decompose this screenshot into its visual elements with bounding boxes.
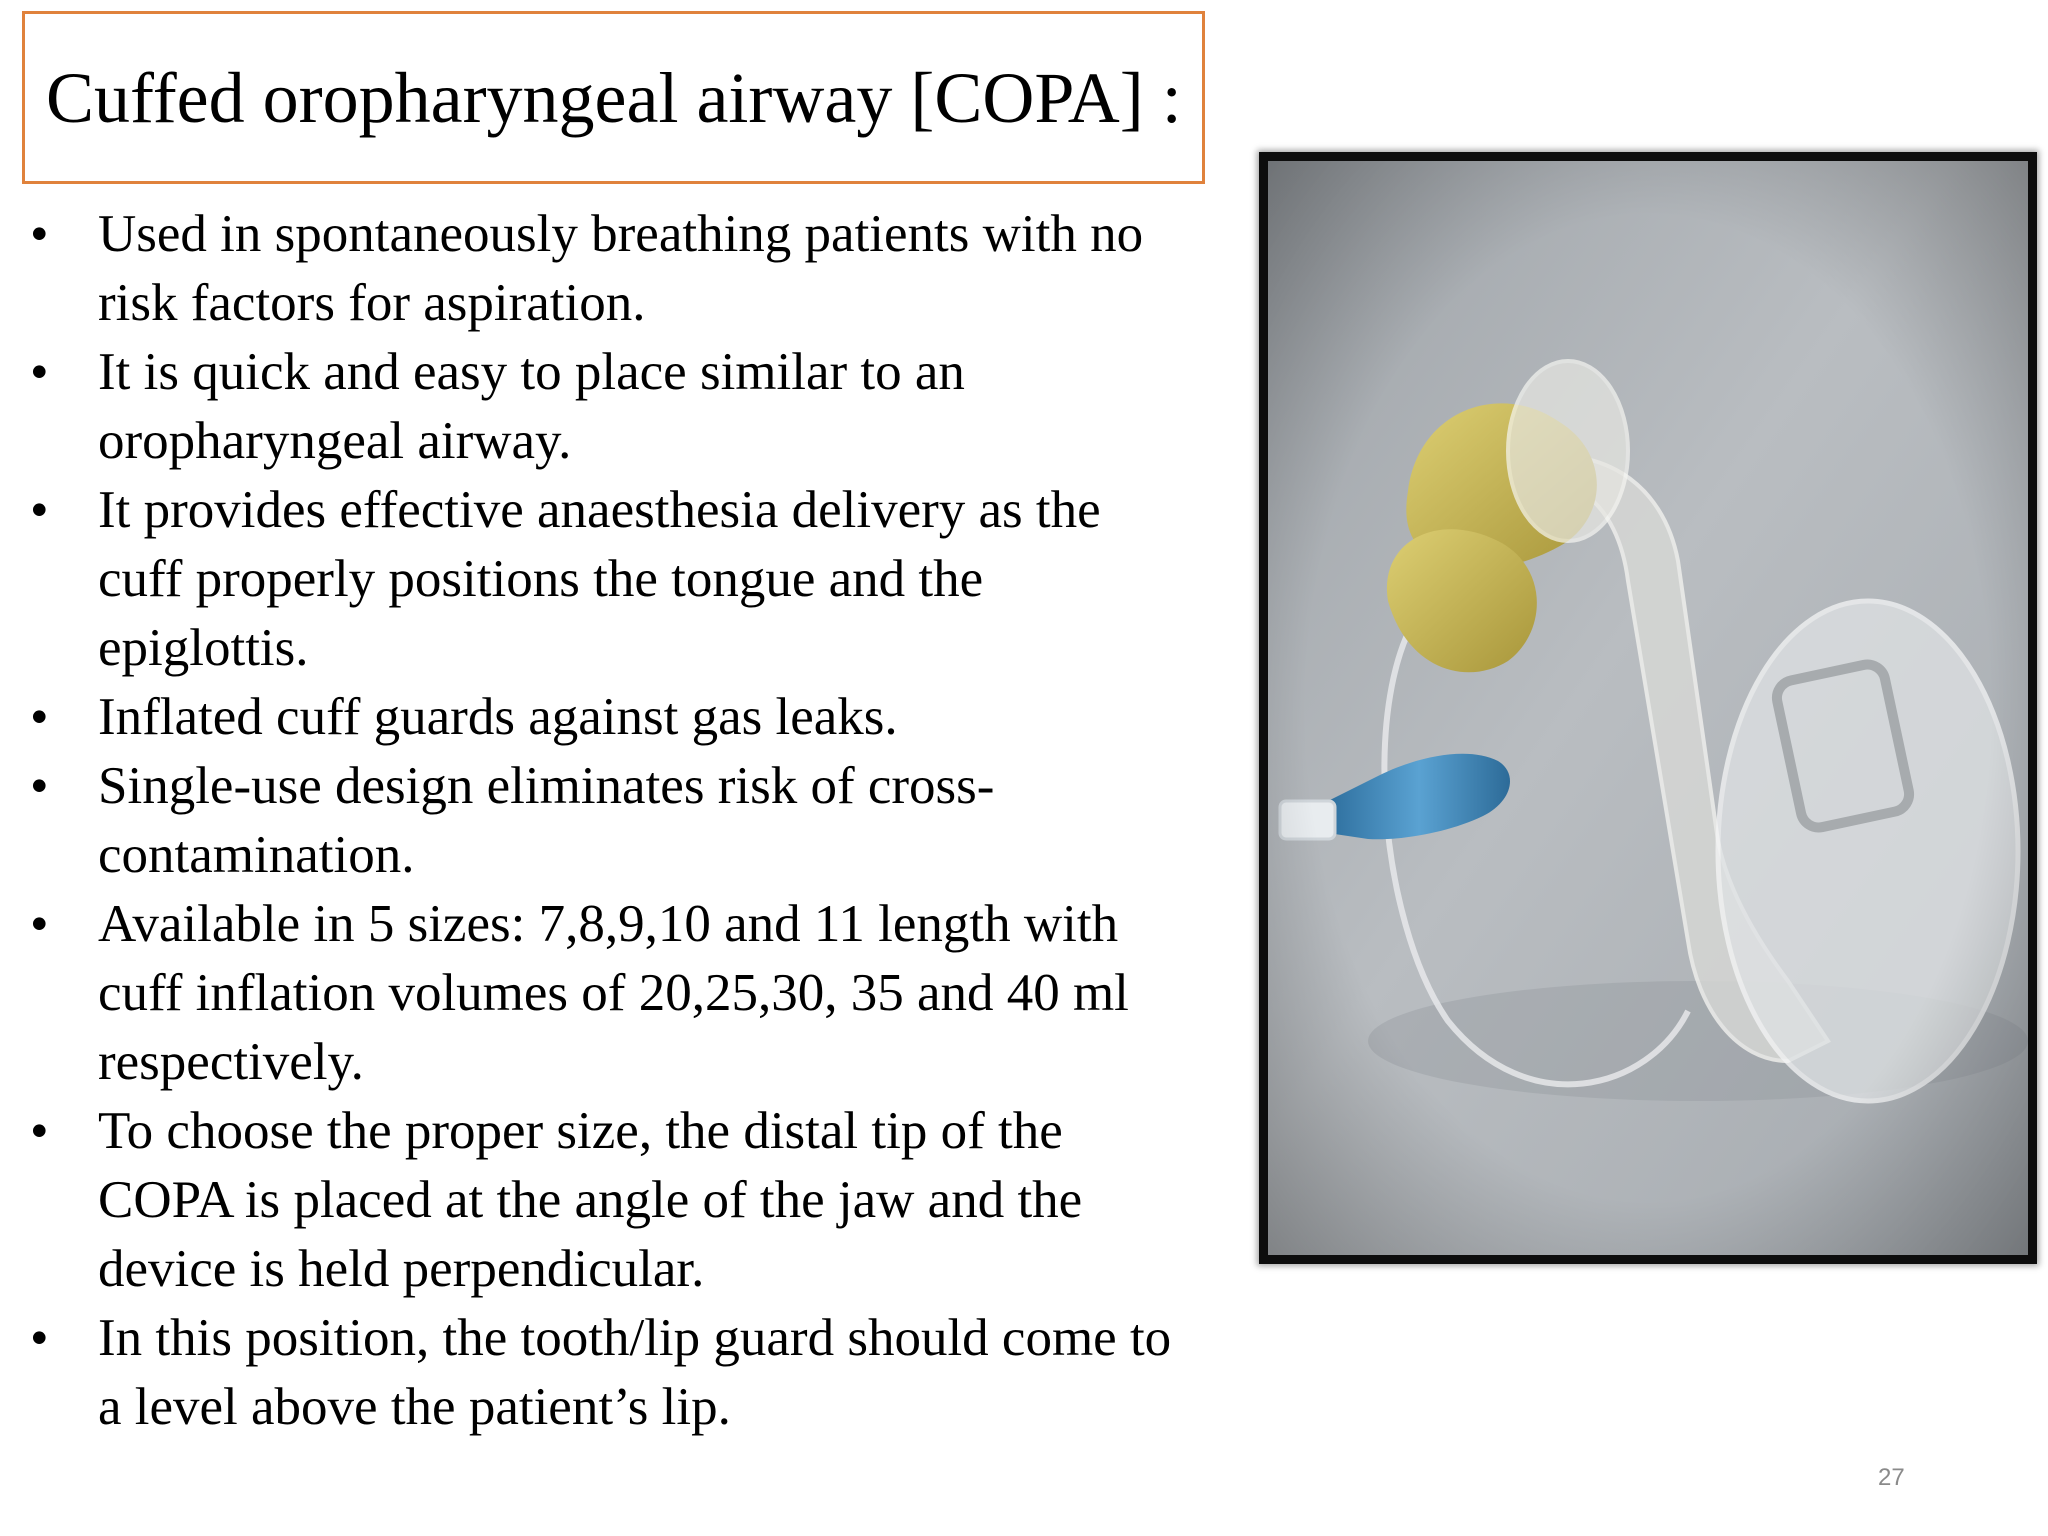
bullet-icon: •	[30, 1309, 49, 1367]
bullet-line: Used in spontaneously breathing patients with no	[98, 205, 1144, 263]
bullet-line: Available in 5 sizes: 7,8,9,10 and 11 length with	[98, 895, 1119, 953]
bullet-line: contamination.	[98, 826, 415, 884]
bullet-item	[30, 683, 1270, 752]
bullet-line: Single-use design eliminates risk of cross-	[98, 757, 995, 815]
bullet-line: cuff inflation volumes of 20,25,30, 35 and 40 ml	[98, 964, 1129, 1022]
copa-device-photo	[1259, 152, 2037, 1264]
bullet-line: respectively.	[98, 1033, 364, 1091]
bullet-line: cuff properly positions the tongue and the	[98, 550, 984, 608]
bullet-line: a level above the patient’s lip.	[98, 1378, 731, 1436]
bullet-item	[30, 338, 1270, 476]
bullet-line: risk factors for aspiration.	[98, 274, 646, 332]
bullet-line: COPA is placed at the angle of the jaw and the	[98, 1171, 1083, 1229]
bullet-icon: •	[30, 205, 49, 263]
bullet-icon: •	[30, 895, 49, 953]
bullet-line: device is held perpendicular.	[98, 1240, 705, 1298]
bullet-line: In this position, the tooth/lip guard should come to	[98, 1309, 1172, 1367]
bullet-line: Inflated cuff guards against gas leaks.	[98, 688, 898, 746]
bullet-line: It is quick and easy to place similar to an	[98, 343, 965, 401]
bullet-line: To choose the proper size, the distal tip of the	[98, 1102, 1063, 1160]
bullet-item	[30, 1304, 1270, 1442]
bullet-line: oropharyngeal airway.	[98, 412, 572, 470]
bullet-item	[30, 476, 1270, 683]
title-box	[22, 11, 1205, 184]
bullet-icon: •	[30, 481, 49, 539]
bullet-line: epiglottis.	[98, 619, 309, 677]
photo-vignette	[1268, 161, 2028, 1255]
bullet-icon: •	[30, 343, 49, 401]
bullet-item	[30, 890, 1270, 1097]
page-number: 27	[1878, 1464, 1905, 1491]
bullet-icon: •	[30, 757, 49, 815]
bullet-icon: •	[30, 688, 49, 746]
bullet-item	[30, 200, 1270, 338]
bullet-item	[30, 752, 1270, 890]
slide-title: Cuffed oropharyngeal airway [COPA] :	[46, 57, 1182, 138]
bullet-item	[30, 1097, 1270, 1304]
copa-device-illustration	[1268, 161, 2028, 1255]
bullet-list	[30, 200, 1270, 1442]
bullet-line: It provides effective anaesthesia delivery as the	[98, 481, 1101, 539]
bullet-icon: •	[30, 1102, 49, 1160]
